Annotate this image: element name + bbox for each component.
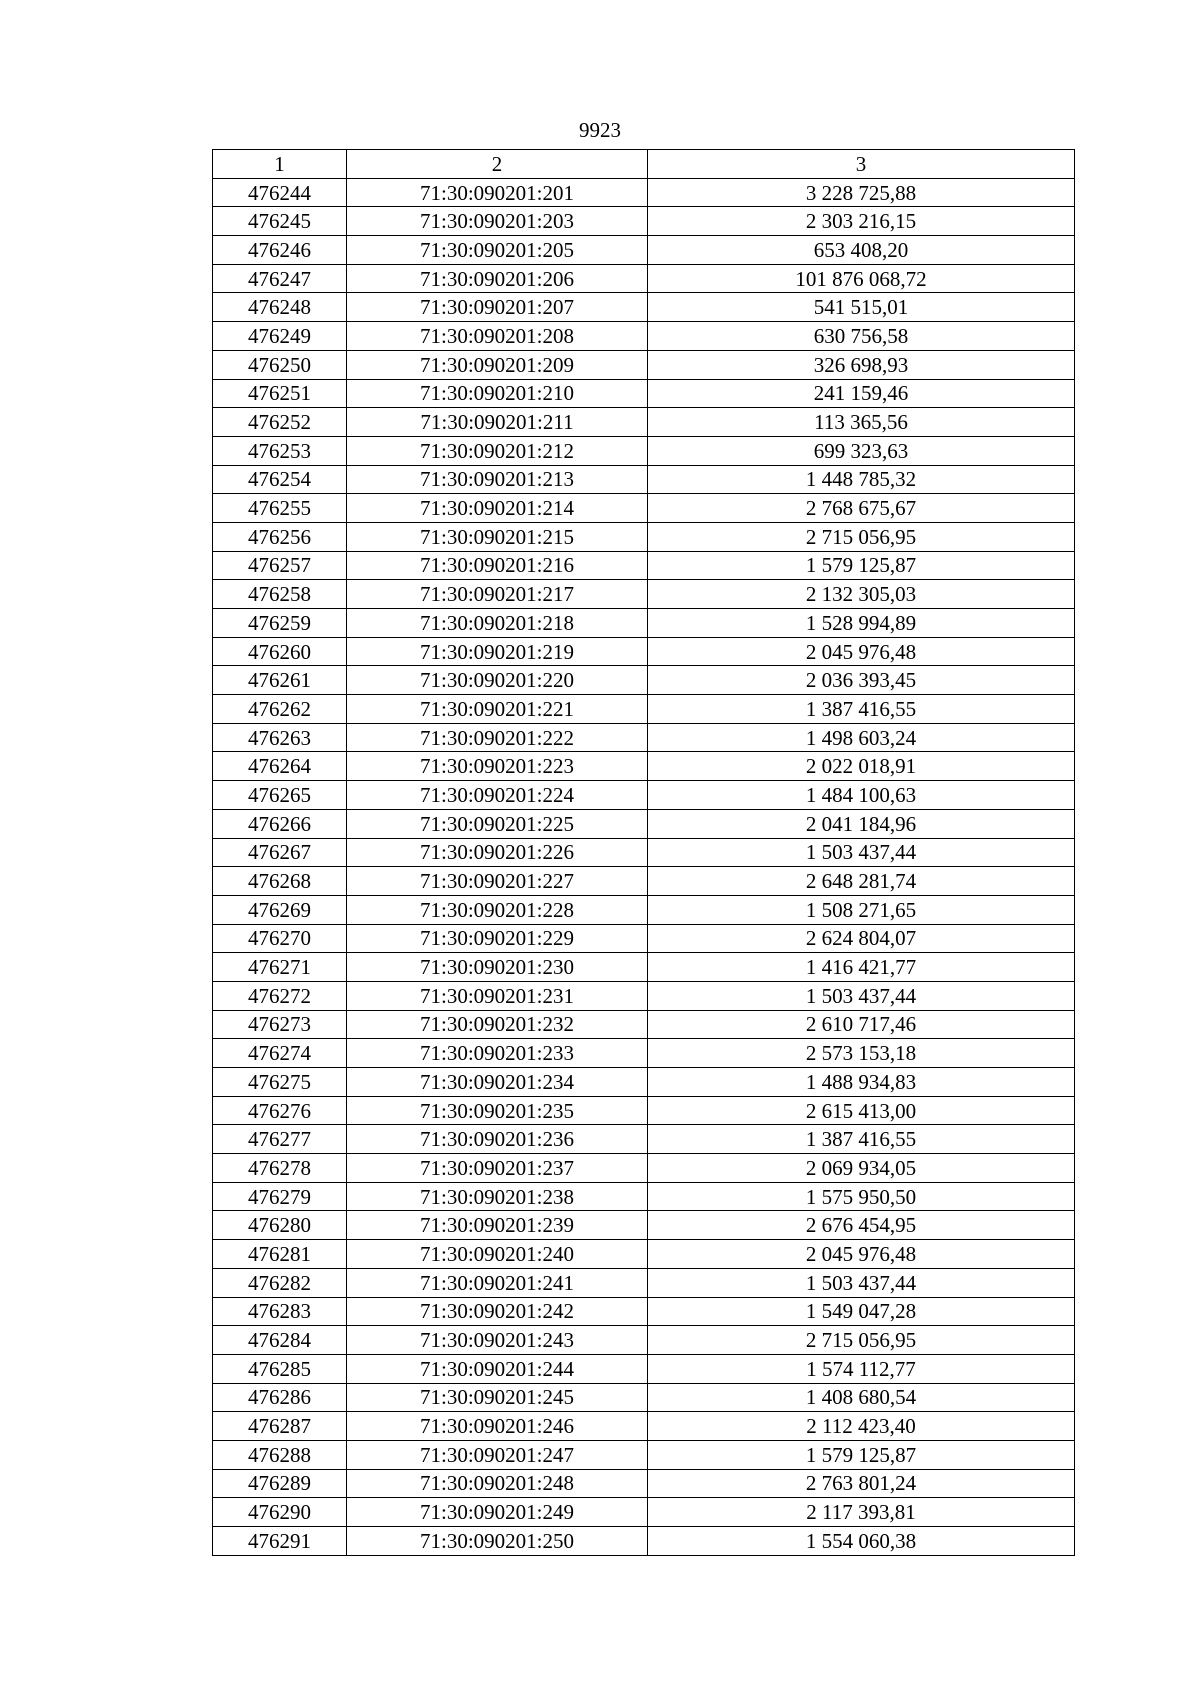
row-number-cell: 476278	[213, 1154, 347, 1183]
table-row	[213, 379, 1075, 408]
row-number-cell: 476277	[213, 1125, 347, 1154]
cadastral-number-cell: 71:30:090201:220	[347, 666, 648, 695]
table-row	[213, 1211, 1075, 1240]
value-cell: 2 303 216,15	[648, 207, 1075, 236]
cadastral-number-cell: 71:30:090201:206	[347, 264, 648, 293]
cadastral-number-cell: 71:30:090201:244	[347, 1354, 648, 1383]
table-row	[213, 838, 1075, 867]
cadastral-number-cell: 71:30:090201:210	[347, 379, 648, 408]
table-row	[213, 924, 1075, 953]
table-row	[213, 1297, 1075, 1326]
value-cell: 2 648 281,74	[648, 867, 1075, 896]
cadastral-number-cell: 71:30:090201:227	[347, 867, 648, 896]
value-cell: 1 416 421,77	[648, 953, 1075, 982]
cadastral-number-cell: 71:30:090201:201	[347, 178, 648, 207]
table-row	[213, 1383, 1075, 1412]
value-cell: 1 575 950,50	[648, 1182, 1075, 1211]
cadastral-number-cell: 71:30:090201:249	[347, 1498, 648, 1527]
table-row	[213, 1240, 1075, 1269]
cadastral-number-cell: 71:30:090201:215	[347, 522, 648, 551]
value-cell: 1 387 416,55	[648, 1125, 1075, 1154]
row-number-cell: 476261	[213, 666, 347, 695]
table-row	[213, 723, 1075, 752]
row-number-cell: 476280	[213, 1211, 347, 1240]
value-cell: 1 503 437,44	[648, 981, 1075, 1010]
table-row	[213, 1010, 1075, 1039]
value-cell: 1 448 785,32	[648, 465, 1075, 494]
table-row	[213, 1498, 1075, 1527]
row-number-cell: 476289	[213, 1469, 347, 1498]
cadastral-number-cell: 71:30:090201:235	[347, 1096, 648, 1125]
row-number-cell: 476254	[213, 465, 347, 494]
row-number-cell: 476272	[213, 981, 347, 1010]
value-cell: 241 159,46	[648, 379, 1075, 408]
row-number-cell: 476249	[213, 322, 347, 351]
cadastral-number-cell: 71:30:090201:248	[347, 1469, 648, 1498]
cadastral-number-cell: 71:30:090201:231	[347, 981, 648, 1010]
row-number-cell: 476274	[213, 1039, 347, 1068]
value-cell: 1 484 100,63	[648, 781, 1075, 810]
cadastral-number-cell: 71:30:090201:224	[347, 781, 648, 810]
row-number-cell: 476256	[213, 522, 347, 551]
table-row	[213, 580, 1075, 609]
cadastral-number-cell: 71:30:090201:241	[347, 1268, 648, 1297]
value-cell: 1 387 416,55	[648, 695, 1075, 724]
table-row	[213, 953, 1075, 982]
value-cell: 1 498 603,24	[648, 723, 1075, 752]
cadastral-number-cell: 71:30:090201:242	[347, 1297, 648, 1326]
row-number-cell: 476279	[213, 1182, 347, 1211]
table-row	[213, 1039, 1075, 1068]
row-number-cell: 476246	[213, 236, 347, 265]
table-row	[213, 465, 1075, 494]
value-cell: 2 715 056,95	[648, 1326, 1075, 1355]
table-row	[213, 1354, 1075, 1383]
cadastral-number-cell: 71:30:090201:208	[347, 322, 648, 351]
row-number-cell: 476290	[213, 1498, 347, 1527]
table-row	[213, 1440, 1075, 1469]
table-row	[213, 1326, 1075, 1355]
table-row	[213, 1182, 1075, 1211]
value-cell: 2 676 454,95	[648, 1211, 1075, 1240]
row-number-cell: 476286	[213, 1383, 347, 1412]
value-cell: 113 365,56	[648, 408, 1075, 437]
value-cell: 2 610 717,46	[648, 1010, 1075, 1039]
table-row	[213, 1096, 1075, 1125]
value-cell: 1 579 125,87	[648, 551, 1075, 580]
column-header-2: 2	[347, 150, 648, 179]
row-number-cell: 476266	[213, 809, 347, 838]
row-number-cell: 476270	[213, 924, 347, 953]
cadastral-number-cell: 71:30:090201:221	[347, 695, 648, 724]
table-row	[213, 494, 1075, 523]
value-cell: 2 117 393,81	[648, 1498, 1075, 1527]
row-number-cell: 476285	[213, 1354, 347, 1383]
table-row	[213, 551, 1075, 580]
value-cell: 2 132 305,03	[648, 580, 1075, 609]
row-number-cell: 476269	[213, 895, 347, 924]
column-header-3: 3	[648, 150, 1075, 179]
table-row	[213, 981, 1075, 1010]
value-cell: 1 503 437,44	[648, 838, 1075, 867]
row-number-cell: 476281	[213, 1240, 347, 1269]
row-number-cell: 476265	[213, 781, 347, 810]
row-number-cell: 476282	[213, 1268, 347, 1297]
cadastral-number-cell: 71:30:090201:232	[347, 1010, 648, 1039]
value-cell: 2 715 056,95	[648, 522, 1075, 551]
cadastral-number-cell: 71:30:090201:246	[347, 1412, 648, 1441]
table-header-row	[213, 150, 1075, 179]
row-number-cell: 476264	[213, 752, 347, 781]
cadastral-number-cell: 71:30:090201:226	[347, 838, 648, 867]
table-row	[213, 781, 1075, 810]
row-number-cell: 476258	[213, 580, 347, 609]
row-number-cell: 476291	[213, 1527, 347, 1556]
value-cell: 2 112 423,40	[648, 1412, 1075, 1441]
cadastral-number-cell: 71:30:090201:203	[347, 207, 648, 236]
table-row	[213, 752, 1075, 781]
cadastral-number-cell: 71:30:090201:239	[347, 1211, 648, 1240]
value-cell: 2 615 413,00	[648, 1096, 1075, 1125]
cadastral-number-cell: 71:30:090201:247	[347, 1440, 648, 1469]
value-cell: 653 408,20	[648, 236, 1075, 265]
table-row	[213, 895, 1075, 924]
value-cell: 2 768 675,67	[648, 494, 1075, 523]
row-number-cell: 476288	[213, 1440, 347, 1469]
table-row	[213, 293, 1075, 322]
cadastral-number-cell: 71:30:090201:237	[347, 1154, 648, 1183]
cadastral-number-cell: 71:30:090201:228	[347, 895, 648, 924]
value-cell: 2 069 934,05	[648, 1154, 1075, 1183]
value-cell: 1 579 125,87	[648, 1440, 1075, 1469]
cadastral-number-cell: 71:30:090201:240	[347, 1240, 648, 1269]
row-number-cell: 476253	[213, 436, 347, 465]
row-number-cell: 476251	[213, 379, 347, 408]
row-number-cell: 476257	[213, 551, 347, 580]
cadastral-number-cell: 71:30:090201:225	[347, 809, 648, 838]
value-cell: 101 876 068,72	[648, 264, 1075, 293]
page-number: 9923	[579, 118, 621, 142]
cadastral-number-cell: 71:30:090201:250	[347, 1527, 648, 1556]
row-number-cell: 476260	[213, 637, 347, 666]
row-number-cell: 476262	[213, 695, 347, 724]
row-number-cell: 476247	[213, 264, 347, 293]
table-row	[213, 322, 1075, 351]
value-cell: 1 554 060,38	[648, 1527, 1075, 1556]
value-cell: 541 515,01	[648, 293, 1075, 322]
table-row	[213, 350, 1075, 379]
table-row	[213, 178, 1075, 207]
value-cell: 2 022 018,91	[648, 752, 1075, 781]
row-number-cell: 476275	[213, 1068, 347, 1097]
table-row	[213, 264, 1075, 293]
cadastral-number-cell: 71:30:090201:211	[347, 408, 648, 437]
cadastral-number-cell: 71:30:090201:236	[347, 1125, 648, 1154]
value-cell: 699 323,63	[648, 436, 1075, 465]
row-number-cell: 476255	[213, 494, 347, 523]
table-row	[213, 1412, 1075, 1441]
table-row	[213, 522, 1075, 551]
cadastral-number-cell: 71:30:090201:230	[347, 953, 648, 982]
row-number-cell: 476271	[213, 953, 347, 982]
table-row	[213, 695, 1075, 724]
row-number-cell: 476287	[213, 1412, 347, 1441]
table-row	[213, 1068, 1075, 1097]
table-row	[213, 408, 1075, 437]
table-row	[213, 1527, 1075, 1556]
cadastral-number-cell: 71:30:090201:243	[347, 1326, 648, 1355]
cadastral-number-cell: 71:30:090201:218	[347, 609, 648, 638]
value-cell: 2 624 804,07	[648, 924, 1075, 953]
value-cell: 2 045 976,48	[648, 637, 1075, 666]
cadastral-number-cell: 71:30:090201:233	[347, 1039, 648, 1068]
cadastral-number-cell: 71:30:090201:216	[347, 551, 648, 580]
value-cell: 1 528 994,89	[648, 609, 1075, 638]
row-number-cell: 476250	[213, 350, 347, 379]
value-cell: 2 573 153,18	[648, 1039, 1075, 1068]
row-number-cell: 476273	[213, 1010, 347, 1039]
value-cell: 1 503 437,44	[648, 1268, 1075, 1297]
cadastral-number-cell: 71:30:090201:213	[347, 465, 648, 494]
row-number-cell: 476244	[213, 178, 347, 207]
value-cell: 1 508 271,65	[648, 895, 1075, 924]
value-cell: 1 408 680,54	[648, 1383, 1075, 1412]
value-cell: 2 045 976,48	[648, 1240, 1075, 1269]
registry-table	[212, 149, 1075, 1556]
row-number-cell: 476252	[213, 408, 347, 437]
cadastral-number-cell: 71:30:090201:238	[347, 1182, 648, 1211]
row-number-cell: 476276	[213, 1096, 347, 1125]
row-number-cell: 476283	[213, 1297, 347, 1326]
column-header-1: 1	[213, 150, 347, 179]
row-number-cell: 476259	[213, 609, 347, 638]
row-number-cell: 476248	[213, 293, 347, 322]
table-row	[213, 666, 1075, 695]
table-row	[213, 1125, 1075, 1154]
cadastral-number-cell: 71:30:090201:234	[347, 1068, 648, 1097]
value-cell: 2 041 184,96	[648, 809, 1075, 838]
value-cell: 3 228 725,88	[648, 178, 1075, 207]
table-row	[213, 609, 1075, 638]
value-cell: 1 549 047,28	[648, 1297, 1075, 1326]
table-row	[213, 207, 1075, 236]
cadastral-number-cell: 71:30:090201:217	[347, 580, 648, 609]
cadastral-number-cell: 71:30:090201:229	[347, 924, 648, 953]
table-row	[213, 1154, 1075, 1183]
cadastral-number-cell: 71:30:090201:219	[347, 637, 648, 666]
cadastral-number-cell: 71:30:090201:205	[347, 236, 648, 265]
value-cell: 1 574 112,77	[648, 1354, 1075, 1383]
row-number-cell: 476268	[213, 867, 347, 896]
value-cell: 2 036 393,45	[648, 666, 1075, 695]
cadastral-number-cell: 71:30:090201:207	[347, 293, 648, 322]
table-row	[213, 809, 1075, 838]
row-number-cell: 476245	[213, 207, 347, 236]
row-number-cell: 476267	[213, 838, 347, 867]
cadastral-number-cell: 71:30:090201:245	[347, 1383, 648, 1412]
value-cell: 326 698,93	[648, 350, 1075, 379]
cadastral-number-cell: 71:30:090201:222	[347, 723, 648, 752]
value-cell: 2 763 801,24	[648, 1469, 1075, 1498]
table-row	[213, 1469, 1075, 1498]
table-row	[213, 436, 1075, 465]
cadastral-number-cell: 71:30:090201:209	[347, 350, 648, 379]
cadastral-number-cell: 71:30:090201:212	[347, 436, 648, 465]
table-row	[213, 1268, 1075, 1297]
table-body	[213, 178, 1075, 1555]
table-row	[213, 867, 1075, 896]
cadastral-number-cell: 71:30:090201:223	[347, 752, 648, 781]
value-cell: 1 488 934,83	[648, 1068, 1075, 1097]
table-row	[213, 637, 1075, 666]
table-row	[213, 236, 1075, 265]
value-cell: 630 756,58	[648, 322, 1075, 351]
row-number-cell: 476263	[213, 723, 347, 752]
row-number-cell: 476284	[213, 1326, 347, 1355]
cadastral-number-cell: 71:30:090201:214	[347, 494, 648, 523]
